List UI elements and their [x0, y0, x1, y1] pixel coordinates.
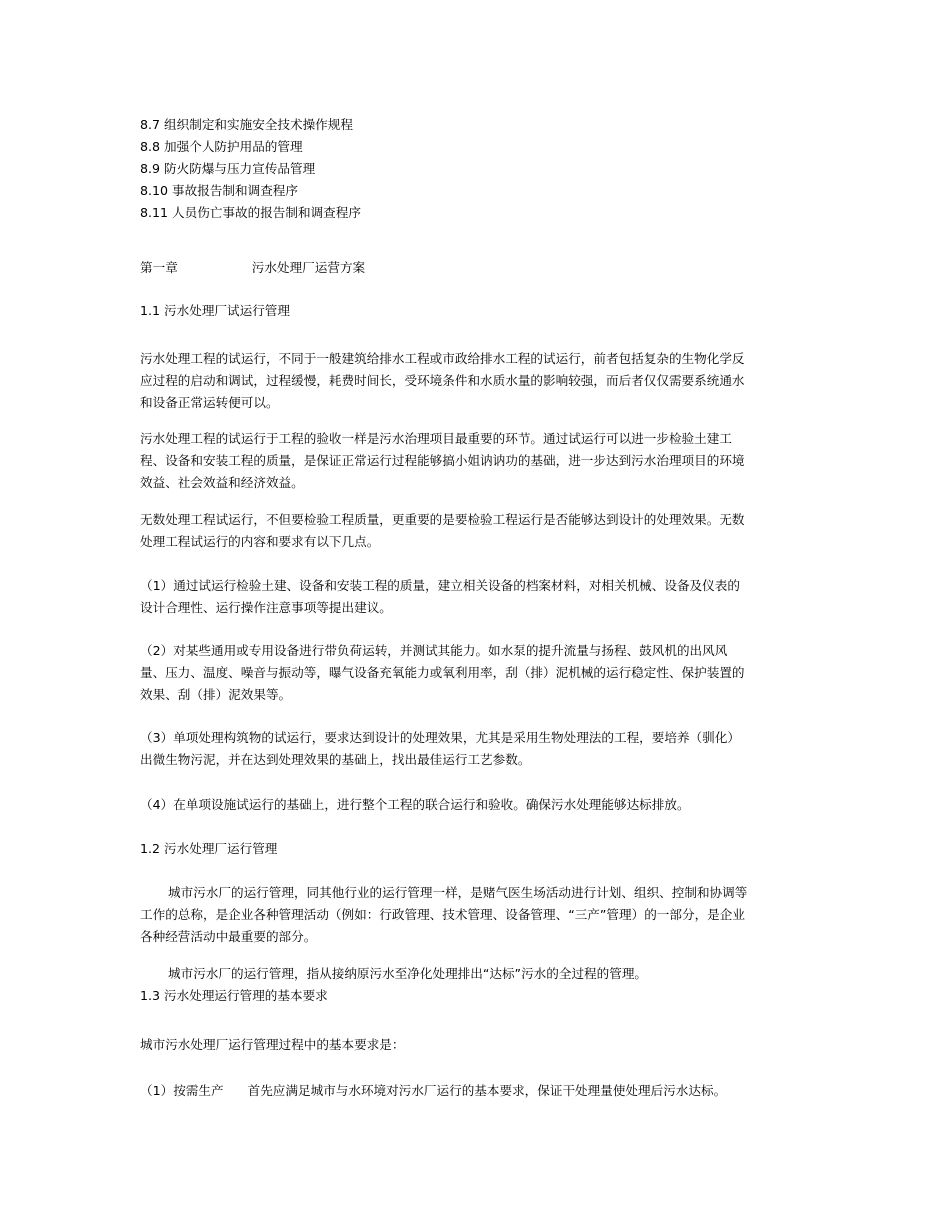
paragraph-trial-run-content: 无数处理工程试运行，不但要检验工程质量，更重要的是要检验工程运行是否能够达到设计的处理效果。无数 处理工程试运行的内容和要求有以下几点。	[140, 512, 745, 549]
toc-item-8-11: 8.11 人员伤亡事故的报告制和调查程序	[140, 205, 361, 220]
paragraph-operation-management: 城市污水厂的运行管理，同其他行业的运行管理一样，是赌气医生场活动进行计划、组织、控制和协调等 工作的总称，是企业各种管理活动（例如：行政管理、技术管理、设备管理、“三产”管理）的一部分，是企业 各种经营活动中最重要的部分。	[140, 885, 748, 944]
list-item-3: （3）单项处理构筑物的试运行，要求达到设计的处理效果，尤其是采用生物处理法的工程，要培养（驯化） 出微生物污泥，并在达到处理效果的基础上，找出最佳运行工艺参数。	[140, 730, 740, 767]
paragraph-basic-requirements: 城市污水处理厂运行管理过程中的基本要求是：	[140, 1037, 405, 1052]
paragraph-trial-run-intro: 污水处理工程的试运行，不同于一般建筑给排水工程或市政给排水工程的试运行，前者包括复杂的生物化学反 应过程的启动和调试，过程缓慢，耗费时间长，受环境条件和水质水量的影响较强，而后者仅仅需要系统通水 和设备正常运转便可以。	[140, 351, 745, 410]
list-item-2: （2）对某些通用或专用设备进行带负荷运转，并测试其能力。如水泵的提升流量与扬程、鼓风机的出风风 量、压力、温度、噪音与振动等，曝气设备充氧能力或氧利用率，刮（排）泥机械的运行稳定性、保护装置的 效果、刮（排）泥效果等。	[140, 643, 745, 702]
toc-item-8-7: 8.7 组织制定和实施安全技术操作规程	[140, 117, 353, 132]
list-item-4: （4）在单项设施试运行的基础上，进行整个工程的联合运行和验收。确保污水处理能够达标排放。	[140, 797, 690, 812]
chapter-heading	[140, 257, 812, 279]
requirement-item-1: （1）按需生产 首先应满足城市与水环境对污水厂运行的基本要求，保证干处理量使处理后污水达标。	[140, 1083, 727, 1098]
toc-item-8-9: 8.9 防火防爆与压力宣传品管理	[140, 161, 316, 176]
list-item-1: （1）通过试运行检验土建、设备和安装工程的质量，建立相关设备的档案材料，对相关机械、设备及仪表的 设计合理性、运行操作注意事项等提出建议。	[140, 578, 740, 615]
chapter-title: 污水处理厂运营方案	[251, 260, 366, 275]
chapter-label: 第一章	[140, 260, 178, 275]
toc-item-8-10: 8.10 事故报告制和调查程序	[140, 183, 298, 198]
section-heading-1-2: 1.2 污水处理厂运行管理	[140, 841, 278, 856]
section-heading-1-1: 1.1 污水处理厂试运行管理	[140, 303, 290, 318]
toc-item-8-8: 8.8 加强个人防护用品的管理	[140, 139, 303, 154]
toc-list	[140, 114, 812, 224]
paragraph-operation-definition: 城市污水厂的运行管理，指从接纳原污水至净化处理排出“达标”污水的全过程的管理。	[168, 966, 648, 981]
section-heading-1-3: 1.3 污水处理运行管理的基本要求	[140, 988, 328, 1003]
paragraph-trial-run-importance: 污水处理工程的试运行于工程的验收一样是污水治理项目最重要的环节。通过试运行可以进一步检验土建工 程、设备和安装工程的质量，是保证正常运行过程能够搞小姐讷讷功的基础，进一步达到污水治理项目的环境 效益、社会效益和经济效益。	[140, 431, 745, 490]
